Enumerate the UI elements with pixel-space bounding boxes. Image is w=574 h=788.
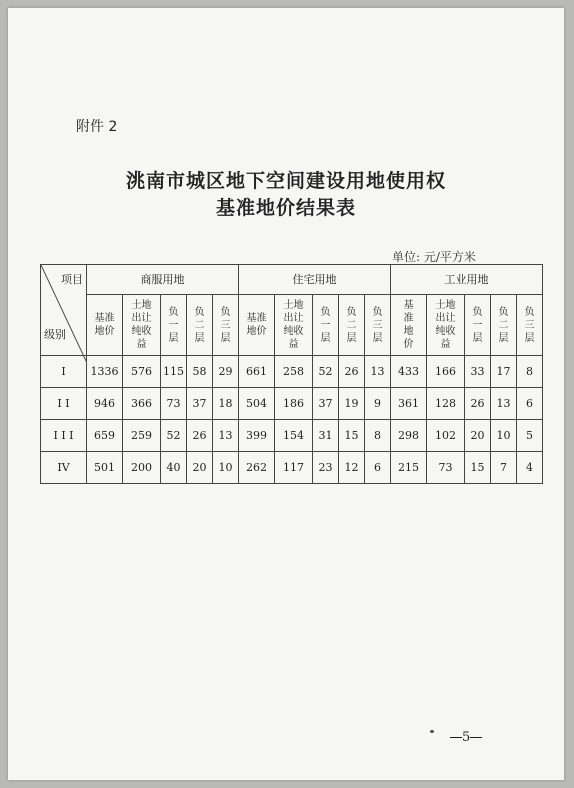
subheader-base-price: 基准地价 [239, 295, 275, 356]
subheader-b2: 负二层 [339, 295, 365, 356]
value-cell: 186 [275, 388, 313, 420]
value-cell: 6 [517, 388, 543, 420]
subheader-base-price: 基准地价 [391, 295, 427, 356]
value-cell: 661 [239, 356, 275, 388]
value-cell: 215 [391, 452, 427, 484]
value-cell: 366 [123, 388, 161, 420]
subheader-b2: 负二层 [187, 295, 213, 356]
value-cell: 17 [491, 356, 517, 388]
document-title-line1: 洮南市城区地下空间建设用地使用权 [125, 170, 446, 192]
value-cell: 15 [339, 420, 365, 452]
page-number [450, 730, 482, 745]
level-cell: I I [41, 388, 87, 420]
value-cell: 52 [161, 420, 187, 452]
value-cell: 73 [161, 388, 187, 420]
subheader-net-income: 土地出让纯收益 [123, 295, 161, 356]
value-cell: 659 [87, 420, 123, 452]
value-cell: 33 [465, 356, 491, 388]
value-cell: 115 [161, 356, 187, 388]
value-cell: 8 [517, 356, 543, 388]
value-cell: 399 [239, 420, 275, 452]
subheader-base-price: 基准地价 [87, 295, 123, 356]
value-cell: 58 [187, 356, 213, 388]
value-cell: 37 [187, 388, 213, 420]
value-cell: 154 [275, 420, 313, 452]
value-cell: 262 [239, 452, 275, 484]
subheader-b1: 负一层 [161, 295, 187, 356]
value-cell: 433 [391, 356, 427, 388]
value-cell: 18 [213, 388, 239, 420]
value-cell: 26 [187, 420, 213, 452]
value-cell: 166 [427, 356, 465, 388]
table-row [41, 420, 543, 452]
page-number-value: 5 [462, 730, 471, 745]
corner-label-level: 级别 [44, 328, 66, 341]
document-title-line2: 基准地价结果表 [215, 197, 356, 219]
subheader-b3: 负三层 [365, 295, 391, 356]
subheader-b2: 负二层 [491, 295, 517, 356]
table-row [41, 388, 543, 420]
value-cell: 29 [213, 356, 239, 388]
subheader-b1: 负一层 [465, 295, 491, 356]
corner-cell [41, 265, 87, 356]
value-cell: 13 [491, 388, 517, 420]
value-cell: 13 [365, 356, 391, 388]
value-cell: 259 [123, 420, 161, 452]
group-header-commercial: 商服用地 [87, 265, 239, 295]
value-cell: 10 [491, 420, 517, 452]
value-cell: 26 [339, 356, 365, 388]
value-cell: 102 [427, 420, 465, 452]
value-cell: 20 [187, 452, 213, 484]
level-cell: IV [41, 452, 87, 484]
group-header-row [41, 265, 543, 295]
value-cell: 5 [517, 420, 543, 452]
value-cell: 6 [365, 452, 391, 484]
value-cell: 23 [313, 452, 339, 484]
value-cell: 946 [87, 388, 123, 420]
table-row [41, 356, 543, 388]
scan-mark [430, 730, 434, 733]
value-cell: 15 [465, 452, 491, 484]
value-cell: 298 [391, 420, 427, 452]
value-cell: 361 [391, 388, 427, 420]
value-cell: 200 [123, 452, 161, 484]
value-cell: 7 [491, 452, 517, 484]
group-header-residential: 住宅用地 [239, 265, 391, 295]
value-cell: 117 [275, 452, 313, 484]
value-cell: 13 [213, 420, 239, 452]
value-cell: 1336 [87, 356, 123, 388]
value-cell: 73 [427, 452, 465, 484]
value-cell: 576 [123, 356, 161, 388]
subheader-net-income: 土地出让纯收益 [275, 295, 313, 356]
subheader-b3: 负三层 [213, 295, 239, 356]
value-cell: 37 [313, 388, 339, 420]
group-header-industrial: 工业用地 [391, 265, 543, 295]
subheader-b1: 负一层 [313, 295, 339, 356]
value-cell: 12 [339, 452, 365, 484]
value-cell: 128 [427, 388, 465, 420]
value-cell: 19 [339, 388, 365, 420]
value-cell: 504 [239, 388, 275, 420]
value-cell: 20 [465, 420, 491, 452]
sub-header-row [41, 295, 543, 356]
value-cell: 258 [275, 356, 313, 388]
document-page [8, 8, 564, 780]
table-row [41, 452, 543, 484]
level-cell: I I I [41, 420, 87, 452]
land-price-table [40, 264, 543, 484]
subheader-b3: 负三层 [517, 295, 543, 356]
page-number-dash-left [450, 737, 462, 738]
value-cell: 10 [213, 452, 239, 484]
level-cell: I [41, 356, 87, 388]
subheader-net-income: 土地出让纯收益 [427, 295, 465, 356]
page-number-dash-right [470, 737, 482, 738]
value-cell: 52 [313, 356, 339, 388]
value-cell: 9 [365, 388, 391, 420]
corner-label-item: 项目 [61, 273, 83, 286]
attachment-label: 附件 2 [76, 119, 118, 135]
value-cell: 31 [313, 420, 339, 452]
value-cell: 501 [87, 452, 123, 484]
unit-label: 单位: 元/平方米 [392, 250, 476, 264]
value-cell: 4 [517, 452, 543, 484]
value-cell: 8 [365, 420, 391, 452]
value-cell: 26 [465, 388, 491, 420]
value-cell: 40 [161, 452, 187, 484]
